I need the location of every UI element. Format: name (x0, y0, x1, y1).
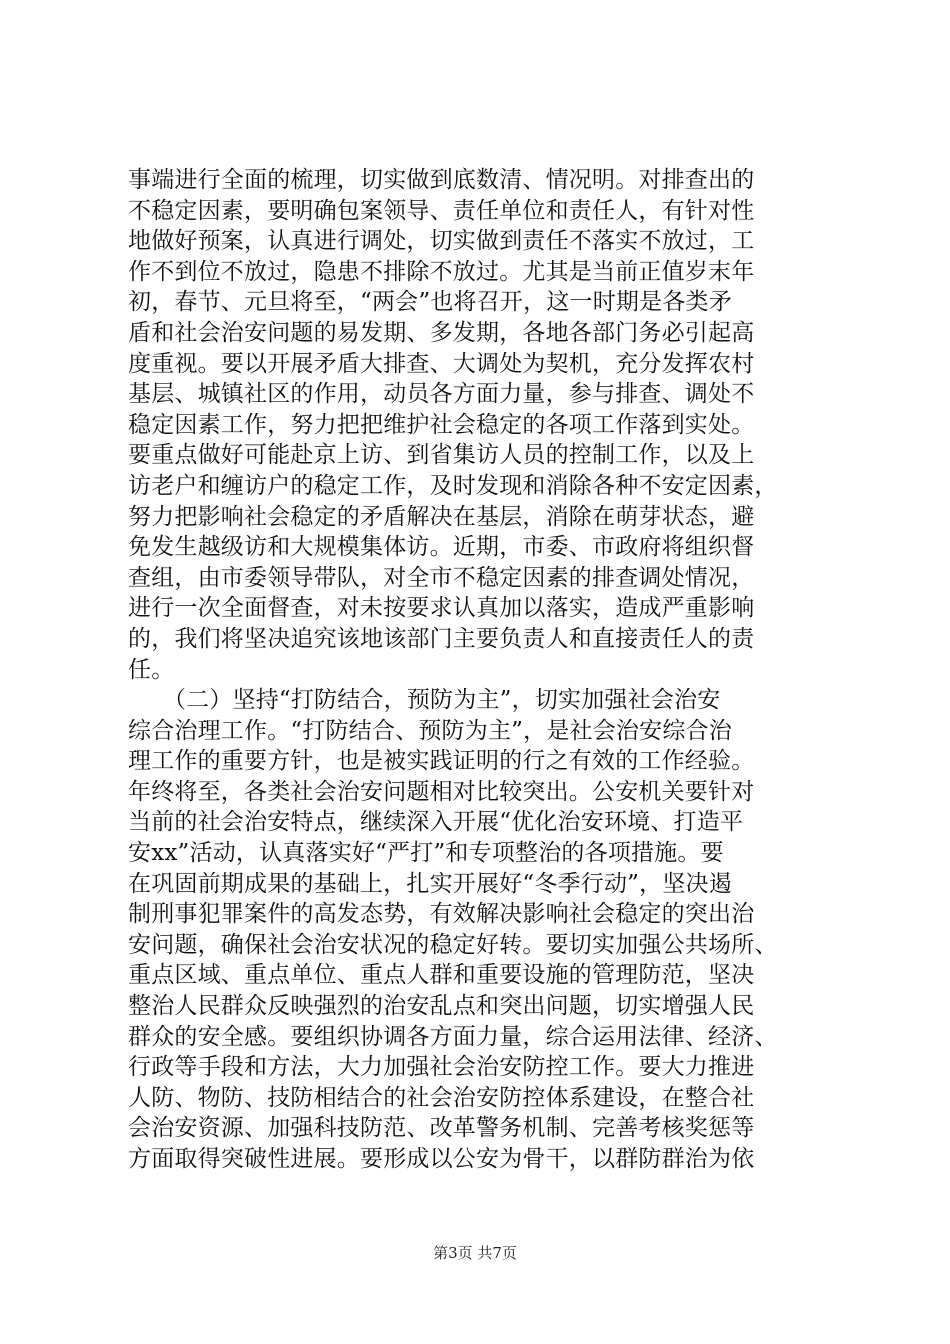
text-line: 稳定因素工作，努力把把维护社会稳定的各项工作落到实处。 (128, 411, 755, 438)
text-line: 制刑事犯罪案件的高发态势，有效解决影响社会稳定的突出治 (128, 901, 755, 928)
text-line: 免发生越级访和大规模集体访。近期，市委、市政府将组织督 (128, 534, 755, 561)
text-line: 理工作的重要方针，也是被实践证明的行之有效的工作经验。 (128, 748, 755, 775)
page-footer (0, 1243, 950, 1263)
text-line: 查组，由市委领导带队，对全市不稳定因素的排查调处情况， (128, 564, 755, 591)
text-line: 任。 (128, 656, 175, 683)
text-line: 的，我们将坚决追究该地该部门主要负责人和直接责任人的责 (128, 625, 755, 652)
text-line: 整治人民群众反映强烈的治安乱点和突出问题，切实增强人民 (128, 993, 755, 1020)
text-line: 会治安资源、加强科技防范、改革警务机制、完善考核奖惩等 (128, 1115, 755, 1142)
body-text (128, 165, 828, 1175)
text-line: 初，春节、元旦将至，“两会”也将召开，这一时期是各类矛 (128, 289, 732, 316)
text-line: 度重视。要以开展矛盾大排查、大调处为契机，充分发挥农村 (128, 350, 755, 377)
text-line: 进行一次全面督查，对未按要求认真加以落实，造成严重影响 (128, 595, 755, 622)
text-line: 盾和社会治安问题的易发期、多发期，各地各部门务必引起高 (128, 319, 755, 346)
text-line: 不稳定因素，要明确包案领导、责任单位和责任人，有针对性 (128, 197, 755, 224)
text-line: 作不到位不放过，隐患不排除不放过。尤其是当前正值岁末年 (128, 258, 755, 285)
text-line: 安xx”活动，认真落实好“严打”和专项整治的各项措施。要 (128, 840, 724, 867)
text-line: 人防、物防、技防相结合的社会治安防控体系建设，在整合社 (128, 1084, 755, 1111)
page-number-label: 第3页 共7页 (433, 1244, 517, 1262)
text-line: 要重点做好可能赴京上访、到省集访人员的控制工作，以及上 (128, 442, 755, 469)
text-line: 年终将至，各类社会治安问题相对比较突出。公安机关要针对 (128, 778, 755, 805)
text-line: 访老户和缠访户的稳定工作，及时发现和消除各种不安定因素， (128, 472, 778, 499)
text-line: 综合治理工作。“打防结合、预防为主”，是社会治安综合治 (128, 717, 732, 744)
text-line: 当前的社会治安特点，继续深入开展“优化治安环境、打造平 (128, 809, 744, 836)
text-line: 基层、城镇社区的作用，动员各方面力量，参与排查、调处不 (128, 381, 755, 408)
text-line: 在巩固前期成果的基础上，扎实开展好“冬季行动”，坚决遏 (128, 870, 732, 897)
text-line: 方面取得突破性进展。要形成以公安为骨干，以群防群治为依 (128, 1146, 755, 1172)
text-line: 地做好预案，认真进行调处，切实做到责任不落实不放过，工 (128, 228, 755, 255)
text-line: 安问题，确保社会治安状况的稳定好转。要切实加强公共场所、 (128, 931, 778, 958)
text-line: （二）坚持“打防结合，预防为主”，切实加强社会治安 (128, 687, 721, 714)
text-line: 事端进行全面的梳理，切实做到底数清、情况明。对排查出的 (128, 167, 755, 193)
text-line: 重点区域、重点单位、重点人群和重要设施的管理防范，坚决 (128, 962, 755, 989)
text-line: 行政等手段和方法，大力加强社会治安防控工作。要大力推进 (128, 1054, 755, 1081)
text-line: 努力把影响社会稳定的矛盾解决在基层，消除在萌芽状态，避 (128, 503, 755, 530)
text-line: 群众的安全感。要组织协调各方面力量，综合运用法律、经济、 (128, 1023, 778, 1050)
